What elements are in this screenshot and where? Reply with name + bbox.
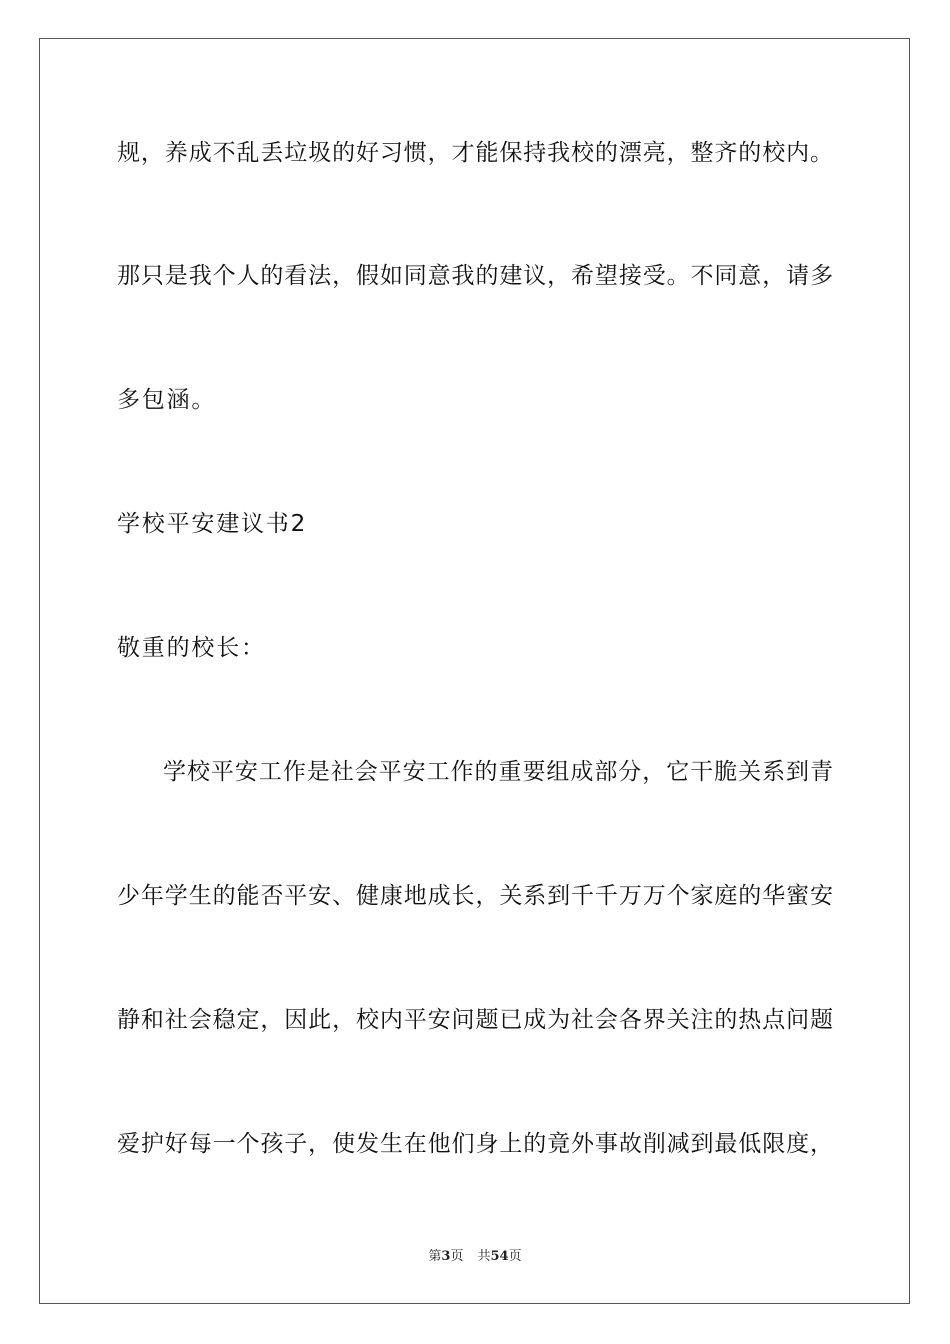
body-line-1: 规，养成不乱丢垃圾的好习惯，才能保持我校的漂亮，整齐的校内。 [117,140,833,166]
total-unit: 页 [508,1249,522,1264]
page-footer [0,1248,950,1266]
page-unit: 页 [450,1249,464,1264]
section-heading: 学校平安建议书2 [117,511,308,537]
paragraph-line-3: 静和社会稳定，因此，校内平安问题已成为社会各界关注的热点问题 [117,1007,833,1033]
page-number: 3 [441,1249,451,1264]
page-prefix: 第 [428,1249,442,1264]
paragraph-line-4: 爱护好每一个孩子，使发生在他们身上的竟外事故削减到最低限度， [117,1131,833,1157]
total-prefix: 共 [477,1249,491,1264]
page-total: 54 [490,1249,509,1264]
body-line-3: 多包涵。 [117,387,217,413]
salutation: 敬重的校长： [117,635,266,661]
page-border [39,38,910,1304]
paragraph-line-2: 少年学生的能否平安、健康地成长，关系到千千万万个家庭的华蜜安 [117,883,833,909]
paragraph-line-1: 学校平安工作是社会平安工作的重要组成部分，它干脆关系到青 [163,759,833,785]
body-line-2: 那只是我个人的看法，假如同意我的建议，希望接受。不同意，请多 [117,263,833,289]
